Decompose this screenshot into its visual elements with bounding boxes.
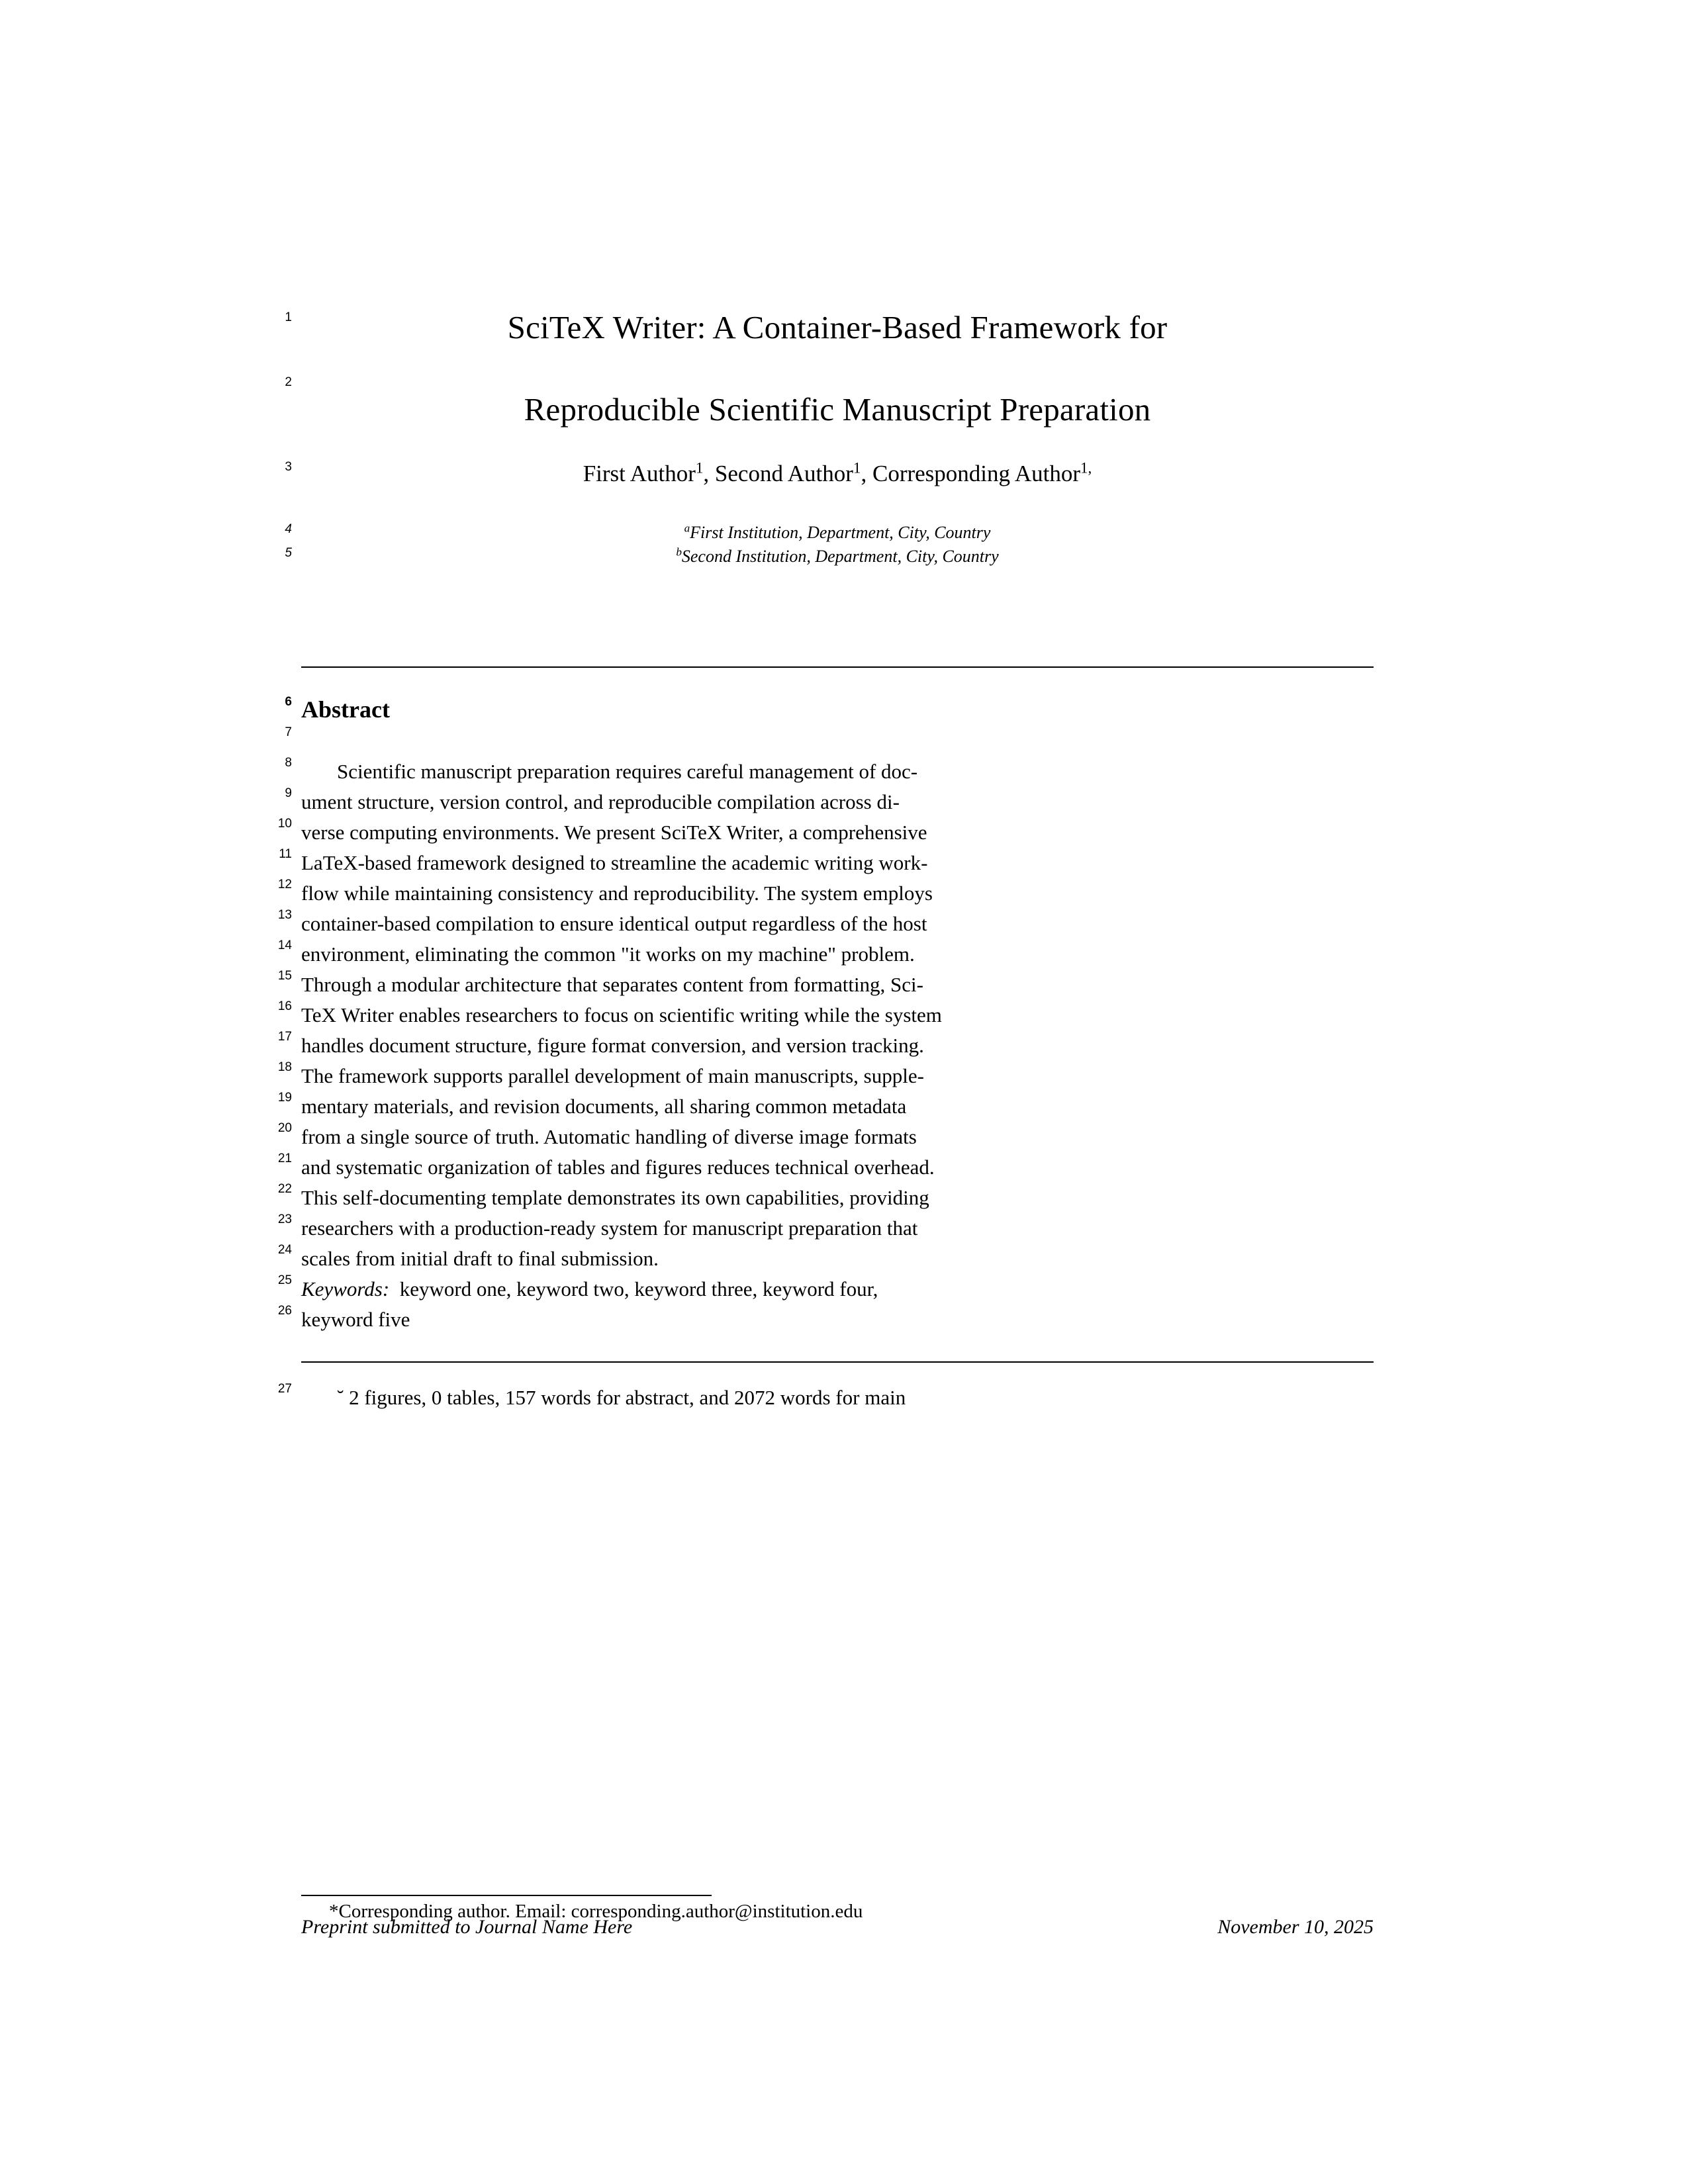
abstract-line [277, 1182, 1374, 1213]
abstract-line-text: TeX Writer enables researchers to focus on scientific writing while the system [301, 1003, 942, 1026]
line-number: 13 [277, 908, 292, 922]
abstract-line-text: container-based compilation to ensure identical output regardless of the host [301, 912, 927, 935]
abstract-line [285, 756, 1374, 787]
affiliation-a-text: First Institution, Department, City, Country [690, 523, 991, 542]
line-number: 27 [277, 1382, 292, 1396]
line-number: 16 [277, 999, 292, 1013]
line-number: 8 [285, 756, 292, 770]
document-stats-line [277, 1382, 1374, 1413]
line-number: 15 [277, 969, 292, 983]
abstract-line [277, 1121, 1374, 1152]
abstract-top-rule [301, 666, 1374, 668]
abstract-line-text: This self-documenting template demonstrates its own capabilities, providing [301, 1186, 929, 1209]
affiliation-b [301, 547, 1374, 567]
line-number: 1 [285, 310, 292, 324]
paper-title-line-2: Reproducible Scientific Manuscript Preparation [524, 391, 1151, 428]
line-number: 6 [285, 695, 292, 709]
line-number: 3 [285, 460, 292, 474]
abstract-line [277, 1060, 1374, 1091]
line-number: 12 [277, 878, 292, 891]
abstract-line-text: ument structure, version control, and reproducible compilation across di- [301, 790, 900, 813]
abstract-line [277, 1030, 1374, 1061]
line-number: 11 [279, 847, 292, 861]
line-number: 24 [277, 1243, 292, 1257]
abstract-line [285, 786, 1374, 817]
abstract-line [277, 999, 1374, 1030]
abstract-line-text: LaTeX-based framework designed to streamline the academic writing work- [301, 851, 928, 874]
abstract-line-text: handles document structure, figure format conversion, and version tracking. [301, 1034, 924, 1057]
abstract-blank-row [285, 725, 1374, 756]
line-number: 26 [277, 1304, 292, 1318]
abstract-heading-row [285, 695, 1374, 726]
abstract-heading: Abstract [301, 696, 390, 723]
abstract-line-text: flow while maintaining consistency and reproducibility. The system employs [301, 882, 933, 905]
abstract-line [277, 938, 1374, 970]
keywords-values-line-1: keyword one, keyword two, keyword three, keyword four, [399, 1277, 878, 1300]
line-number: 18 [277, 1060, 292, 1074]
footer-date: November 10, 2025 [1217, 1916, 1374, 1938]
abstract-line-text: from a single source of truth. Automatic handling of diverse image formats [301, 1125, 917, 1148]
abstract-line-text: scales from initial draft to final submission. [301, 1247, 659, 1270]
paper-title-line-1: SciTeX Writer: A Container-Based Framework for [507, 309, 1168, 345]
abstract-line-text: mentary materials, and revision documents, all sharing common metadata [301, 1095, 907, 1118]
title-row-1 [285, 309, 1374, 352]
affiliation-a [301, 523, 1374, 543]
affiliation-row-b [285, 545, 1374, 570]
abstract-line [279, 847, 1374, 878]
text-column [277, 309, 1374, 1413]
keywords-line-1 [277, 1273, 1374, 1304]
title-row-2 [285, 375, 1374, 428]
line-number: 23 [277, 1212, 292, 1226]
abstract-line-text: Through a modular architecture that separates content from formatting, Sci- [301, 973, 923, 996]
abstract-line [277, 1091, 1374, 1122]
author-first: First Author [583, 461, 696, 486]
line-number: 19 [277, 1091, 292, 1105]
line-number: 4 [285, 522, 292, 536]
abstract-line [277, 969, 1374, 1000]
abstract-line [277, 908, 1374, 939]
abstract-line [277, 1212, 1374, 1244]
affiliation-a-marker: a [684, 522, 690, 535]
footnote-rule [301, 1895, 712, 1896]
author-second-affil-marker: 1 [853, 459, 861, 477]
abstract-line-text: environment, eliminating the common "it works on my machine" problem. [301, 942, 915, 966]
line-number: 2 [285, 375, 292, 389]
abstract-line [277, 878, 1374, 909]
author-second: , Second Author [703, 461, 853, 486]
affiliation-b-marker: b [676, 545, 682, 559]
line-number: 5 [285, 546, 292, 560]
footer-preprint-note: Preprint submitted to Journal Name Here [301, 1916, 633, 1938]
affiliation-row-a [285, 522, 1374, 547]
keywords-values-line-2: keyword five [301, 1308, 410, 1331]
abstract-line [277, 1152, 1374, 1183]
authors-row [285, 459, 1374, 490]
line-number: 22 [277, 1182, 292, 1196]
author-first-affil-marker: 1 [695, 459, 704, 477]
line-number: 14 [277, 938, 292, 952]
line-number: 10 [277, 817, 292, 831]
author-corresponding-affil-marker: 1, [1080, 459, 1092, 477]
abstract-line-text: verse computing environments. We present SciTeX Writer, a comprehensive [301, 821, 927, 844]
abstract-line [277, 1243, 1374, 1274]
line-number: 21 [277, 1152, 292, 1165]
author-corresponding: , Corresponding Author [861, 461, 1080, 486]
line-number: 25 [277, 1273, 292, 1287]
abstract-line [277, 817, 1374, 848]
page-footer [301, 1916, 1374, 1938]
line-number: 17 [277, 1030, 292, 1044]
abstract-line-text: and systematic organization of tables and figures reduces technical overhead. [301, 1156, 935, 1179]
line-number: 7 [285, 725, 292, 739]
abstract-bottom-rule [301, 1361, 1374, 1363]
keywords-text [301, 1274, 1360, 1304]
abstract-line-text: researchers with a production-ready system for manuscript preparation that [301, 1216, 918, 1240]
abstract-line-text: Scientific manuscript preparation requires careful management of doc- [337, 760, 918, 783]
line-number: 9 [285, 786, 292, 800]
line-number: 20 [277, 1121, 292, 1135]
keywords-label: Keywords: [301, 1277, 390, 1300]
keywords-line-2 [277, 1304, 1374, 1335]
affiliation-b-text: Second Institution, Department, City, Country [681, 547, 999, 566]
document-stats-text: ˘ 2 figures, 0 tables, 157 words for abstract, and 2072 words for main [337, 1386, 906, 1409]
authors-list [301, 461, 1374, 487]
abstract-line-text: The framework supports parallel development of main manuscripts, supple- [301, 1064, 924, 1087]
corresponding-author-note: *Corresponding author. Email: corresponding.author@institution.edu [329, 1901, 863, 1922]
